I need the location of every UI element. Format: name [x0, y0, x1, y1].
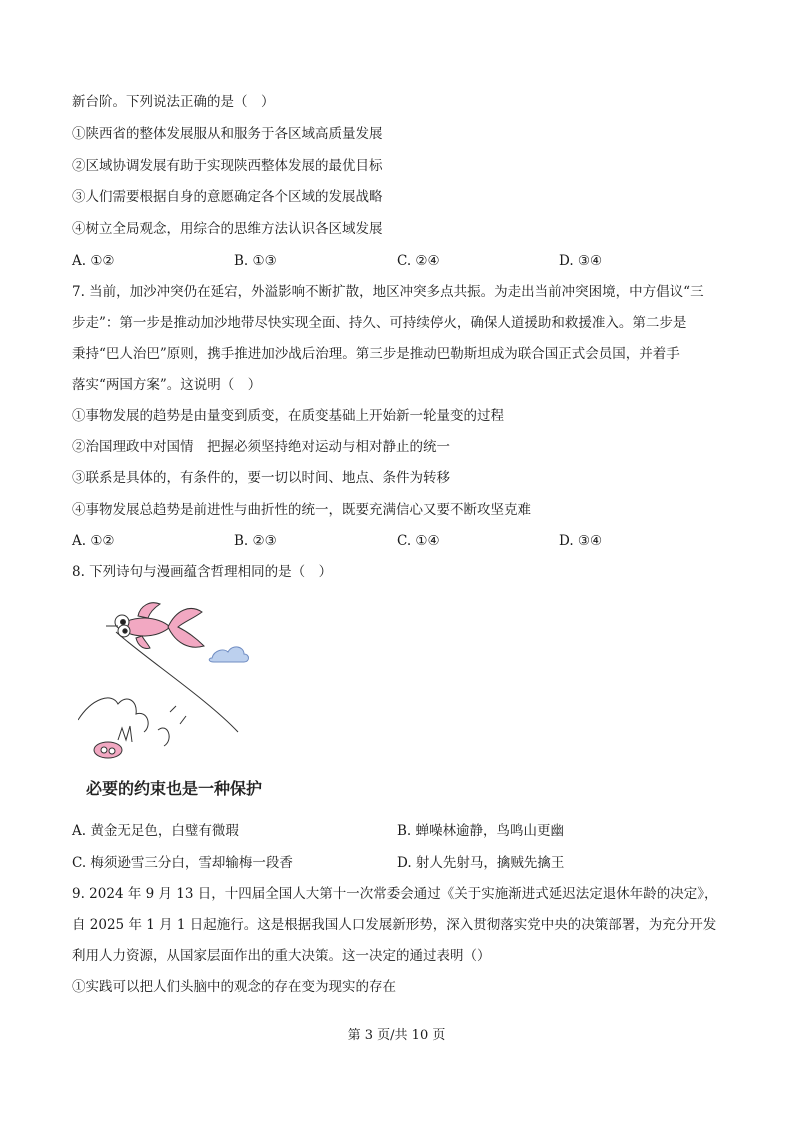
q6-option-c: C. ②④	[397, 253, 440, 269]
q6-options	[72, 251, 732, 271]
q7-stem-line-1: 7. 当前，加沙冲突仍在延宕，外溢影响不断扩散，地区冲突多点共振。为走出当前冲突困境，中方倡议“三	[72, 284, 704, 300]
wind-stroke	[158, 728, 169, 746]
q9-stem-line-1: 9. 2024 年 9 月 13 日，十四届全国人大第十一次常委会通过《关于实施渐进式延迟法定退休年龄的决定》，	[72, 886, 718, 902]
q7-statement-3: ③联系是具体的，有条件的，要一切以时间、地点、条件为转移	[72, 470, 450, 486]
cloud-icon	[209, 647, 248, 662]
q7-option-d: D. ③④	[559, 533, 603, 549]
q8-option-b: B. 蝉噪林逾静，鸟鸣山更幽	[397, 823, 565, 839]
q7-statement-4: ④事物发展总趋势是前进性与曲折性的统一，既要充满信心又要不断攻坚克难	[72, 502, 531, 518]
q8-options-row-2	[72, 853, 732, 873]
q8-stem: 8. 下列诗句与漫画蕴含哲理相同的是（ ）	[72, 564, 333, 580]
q6-option-a: A. ①②	[72, 253, 115, 269]
q7-option-c: C. ①④	[397, 533, 440, 549]
q9-statement-1: ①实践可以把人们头脑中的观念的存在变为现实的存在	[72, 979, 396, 995]
wind-stroke	[170, 706, 176, 712]
kite-string	[116, 632, 238, 732]
q7-option-a: A. ①②	[72, 533, 115, 549]
cartoon-caption: 必要的约束也是一种保护	[86, 779, 263, 798]
q7-stem-line-3: 秉持“巴人治巴”原则，携手推进加沙战后治理。第三步是推动巴勒斯坦成为联合国正式会员国，并着手	[72, 346, 680, 362]
q6-statement-2: ②区域协调发展有助于实现陕西整体发展的最优目标	[72, 158, 383, 174]
q6-stem-tail: 新台阶。下列说法正确的是（ ）	[72, 94, 275, 110]
q6-statement-3: ③人们需要根据自身的意愿确定各个区域的发展战略	[72, 189, 383, 205]
q6-option-b: B. ①③	[234, 253, 277, 269]
q7-option-b: B. ②③	[234, 533, 277, 549]
q6-statement-1: ①陕西省的整体发展服从和服务于各区域高质量发展	[72, 126, 383, 142]
q9-stem-line-2: 自 2025 年 1 月 1 日起施行。这是根据我国人口发展新形势，深入贯彻落实党中央的决策部署，为充分开发	[72, 917, 717, 933]
page-footer: 第 3 页/共 10 页	[347, 1028, 446, 1043]
q6-statement-4: ④树立全局观念，用综合的思维方法认识各区域发展	[72, 221, 383, 237]
goldfish-kite-icon	[106, 603, 204, 649]
wind-stroke	[180, 716, 186, 724]
q7-statement-1: ①事物发展的趋势是由量变到质变，在质变基础上开始新一轮量变的过程	[72, 408, 504, 424]
q8-options-row-1	[72, 821, 732, 841]
q8-option-d: D. 射人先射马，擒贼先擒王	[397, 855, 565, 871]
q8-option-a: A. 黄金无足色，白璧有微瑕	[72, 823, 239, 839]
q6-option-d: D. ③④	[559, 253, 603, 269]
q7-stem-line-2: 步走”：第一步是推动加沙地带尽快实现全面、持久、可持续停火，确保人道援助和救援准入。第二步是	[72, 315, 687, 331]
q9-stem-line-3: 利用人力资源，从国家层面作出的重大决策。这一决定的通过表明（）	[72, 948, 491, 964]
q8-option-c: C. 梅须逊雪三分白，雪却输梅一段香	[72, 855, 293, 871]
q7-statement-2: ②治国理政中对国情 把握必须坚持绝对运动与相对静止的统一	[72, 439, 450, 455]
hill-outline	[78, 698, 148, 732]
fallen-kite-icon	[94, 726, 132, 758]
q7-stem-line-4: 落实“两国方案”。这说明（ ）	[72, 377, 262, 393]
q7-options	[72, 531, 732, 551]
